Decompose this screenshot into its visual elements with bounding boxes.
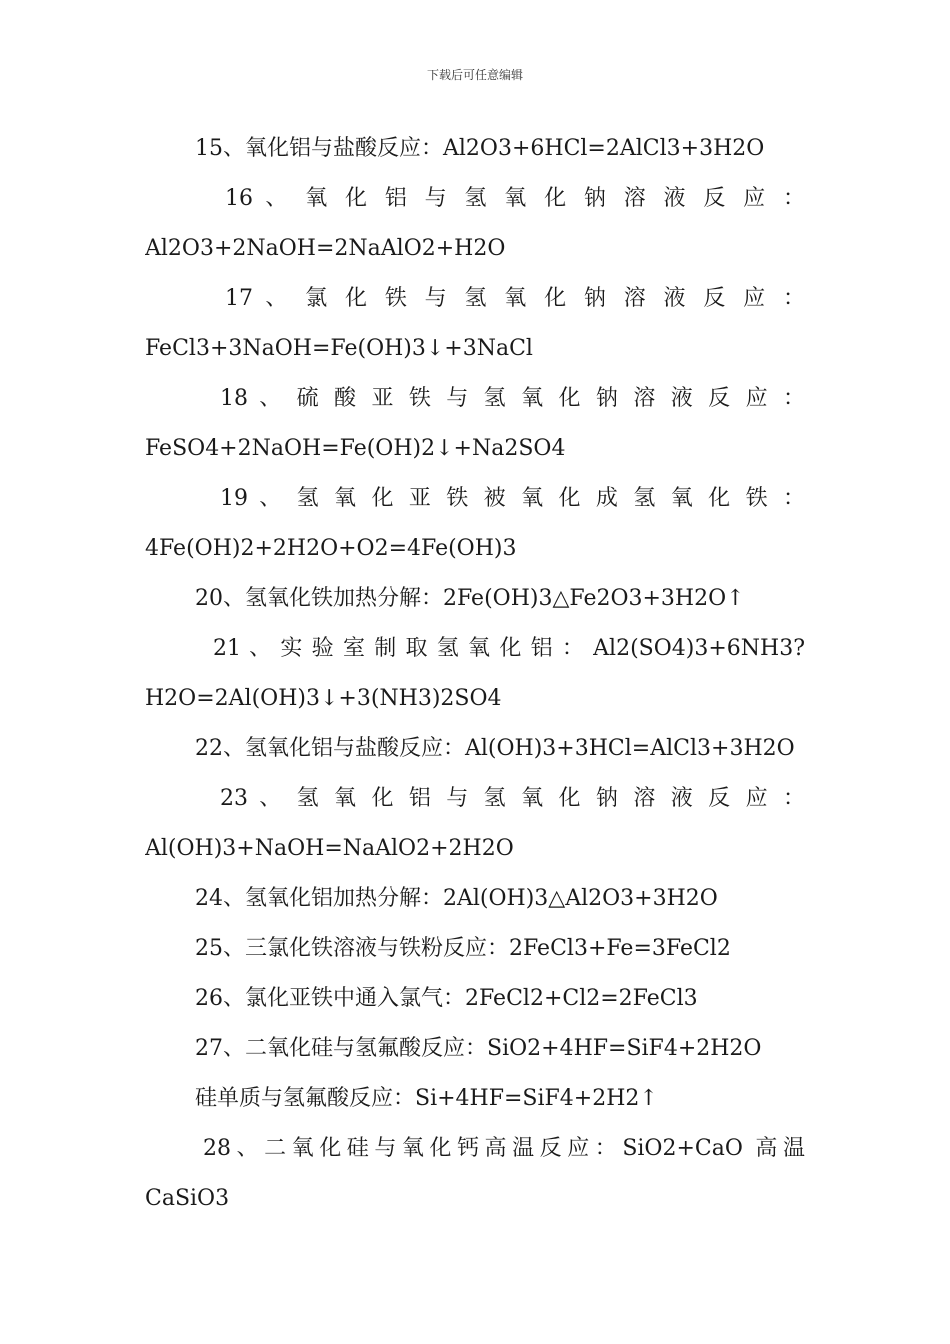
reaction-28-title: 28、二氧化硅与氧化钙高温反应：SiO2+CaO 高温: [203, 1136, 805, 1161]
reaction-19-title: 19 、 氢 氧 化 亚 铁 被 氧 化 成 氢 氧 化 铁 ：: [220, 486, 805, 511]
reaction-16-equation: Al2O3+2NaOH=2NaAlO2+H2O: [145, 236, 506, 261]
reaction-24: 24、氢氧化铝加热分解：2Al(OH)3△Al2O3+3H2O: [195, 886, 718, 911]
reaction-28-equation: CaSiO3: [145, 1186, 230, 1211]
reaction-19-equation: 4Fe(OH)2+2H2O+O2=4Fe(OH)3: [145, 536, 517, 561]
reaction-16-title: 16 、 氧 化 铝 与 氢 氧 化 钠 溶 液 反 应 ：: [225, 186, 805, 211]
reaction-27: 27、二氧化硅与氢氟酸反应：SiO2+4HF=SiF4+2H2O: [195, 1036, 762, 1061]
reaction-18-equation: FeSO4+2NaOH=Fe(OH)2↓+Na2SO4: [145, 436, 566, 461]
reaction-18-title: 18 、 硫 酸 亚 铁 与 氢 氧 化 钠 溶 液 反 应 ：: [220, 386, 805, 411]
reaction-26: 26、氯化亚铁中通入氯气：2FeCl2+Cl2=2FeCl3: [195, 986, 698, 1011]
reaction-27-silicon: 硅单质与氢氟酸反应：Si+4HF=SiF4+2H2↑: [195, 1086, 658, 1111]
reaction-21-title: 21 、 实 验 室 制 取 氢 氧 化 铝 ： Al2(SO4)3+6NH3?: [213, 636, 805, 661]
page-header: 下载后可任意编辑: [426, 68, 523, 82]
reaction-20: 20、氢氧化铁加热分解：2Fe(OH)3△Fe2O3+3H2O↑: [195, 586, 745, 611]
reaction-21-equation: H2O=2Al(OH)3↓+3(NH3)2SO4: [145, 686, 502, 711]
reaction-15: 15、氧化铝与盐酸反应：Al2O3+6HCl=2AlCl3+3H2O: [195, 136, 765, 161]
reaction-25: 25、三氯化铁溶液与铁粉反应：2FeCl3+Fe=3FeCl2: [195, 936, 731, 961]
reaction-22: 22、氢氧化铝与盐酸反应：Al(OH)3+3HCl=AlCl3+3H2O: [195, 736, 795, 761]
reaction-23-title: 23 、 氢 氧 化 铝 与 氢 氧 化 钠 溶 液 反 应 ：: [220, 786, 805, 811]
reaction-17-title: 17 、 氯 化 铁 与 氢 氧 化 钠 溶 液 反 应 ：: [225, 286, 805, 311]
document-body: [145, 124, 805, 1224]
reaction-23-equation: Al(OH)3+NaOH=NaAlO2+2H2O: [145, 836, 514, 861]
reaction-17-equation: FeCl3+3NaOH=Fe(OH)3↓+3NaCl: [145, 336, 533, 361]
